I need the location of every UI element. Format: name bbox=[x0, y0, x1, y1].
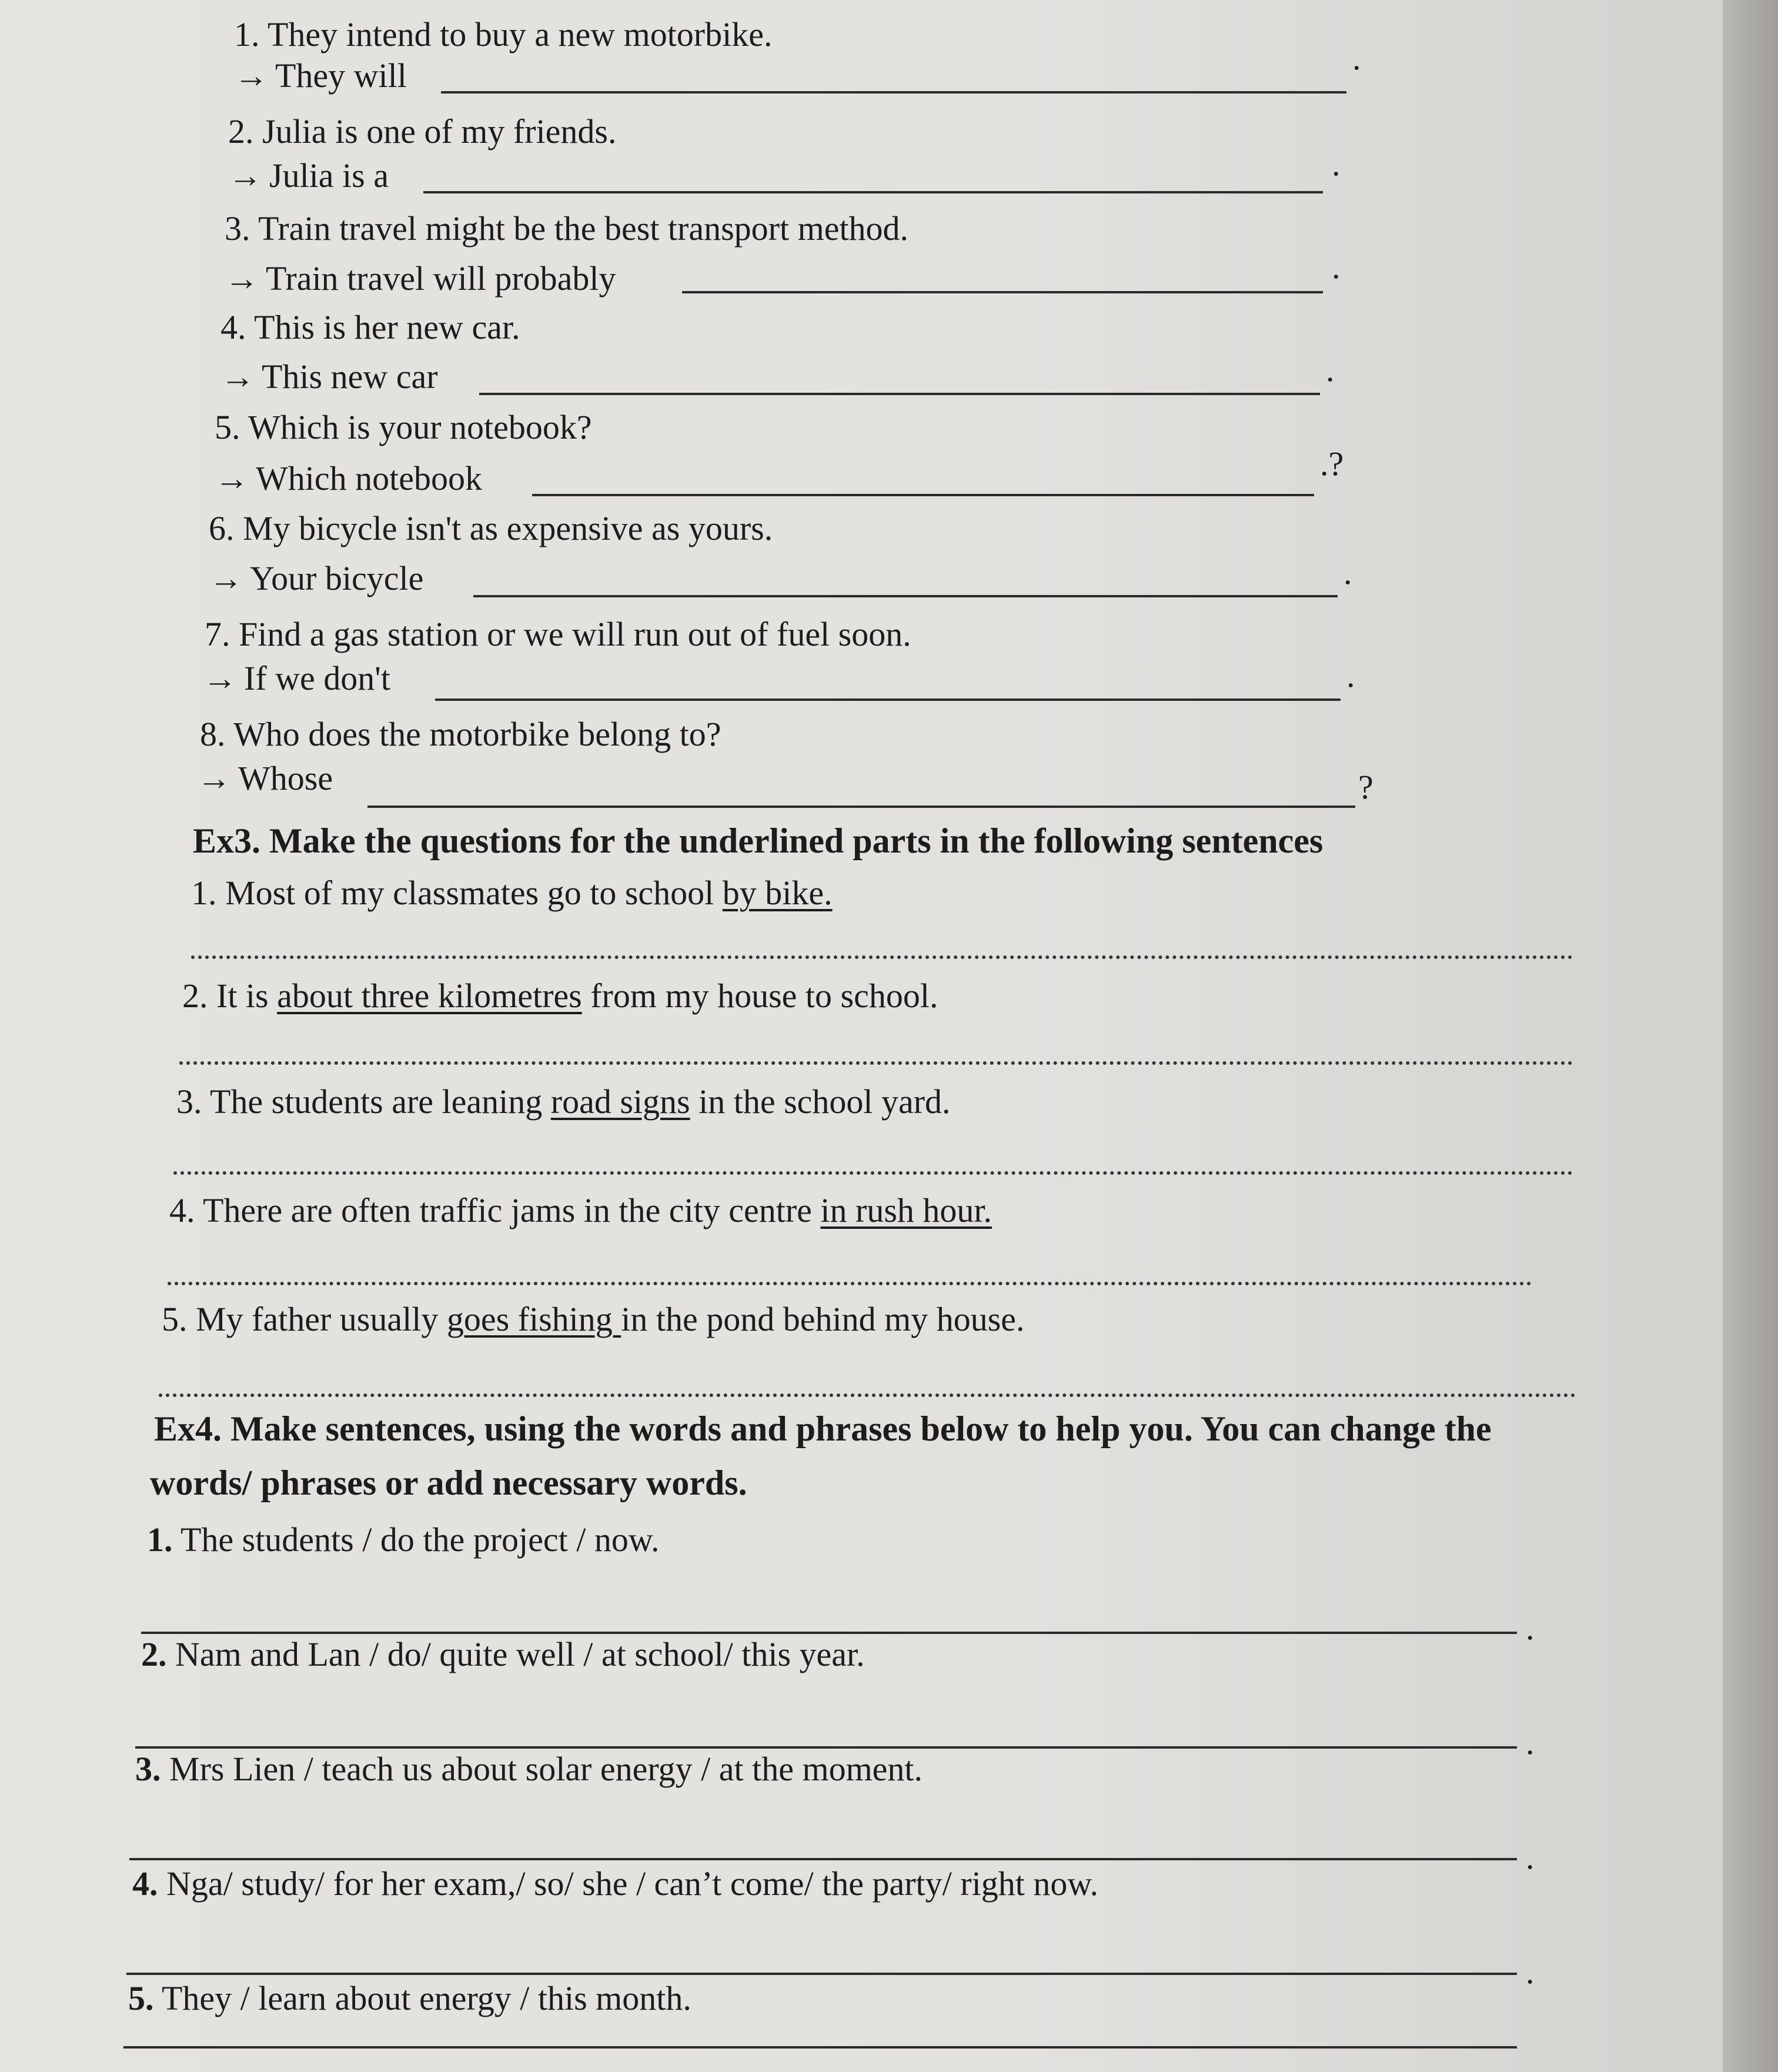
ex4-item-3: 3. Mrs Lien / teach us about solar energy / at the moment. bbox=[135, 1750, 923, 1788]
ex2-end-5: .? bbox=[1320, 445, 1344, 483]
answer-dots-5[interactable] bbox=[159, 1393, 1576, 1397]
ex4-item-2: 2. Nam and Lan / do/ quite well / at school/ this year. bbox=[141, 1635, 865, 1673]
ex2-q2: 2. Julia is one of my friends. bbox=[228, 112, 617, 151]
ex2-q1: 1. They intend to buy a new motorbike. bbox=[234, 15, 773, 54]
ex3-item-2: 2. It is about three kilometres from my house to school. bbox=[182, 977, 938, 1015]
ex2-q8: 8. Who does the motorbike belong to? bbox=[200, 715, 721, 753]
ex3-item-1: 1. Most of my classmates go to school by bike. bbox=[191, 874, 833, 912]
answer-dots-2[interactable] bbox=[179, 1061, 1573, 1065]
ex4-item-4: 4. Nga/ study/ for her exam,/ so/ she / can’t come/ the party/ right now. bbox=[132, 1864, 1098, 1903]
ex2-end-1: . bbox=[1352, 39, 1361, 77]
ex3-item-5: 5. My father usually goes fishing in the pond behind my house. bbox=[162, 1300, 1025, 1338]
ex2-q6: 6. My bicycle isn't as expensive as yours. bbox=[209, 509, 773, 547]
ex4-heading-line2: words/ phrases or add necessary words. bbox=[150, 1463, 747, 1502]
answer-dots-4[interactable] bbox=[168, 1282, 1532, 1285]
arrow-icon: → bbox=[209, 559, 243, 597]
ex3-heading: Ex3. Make the questions for the underlined parts in the following sentences bbox=[193, 821, 1324, 860]
ex2-a1: → They will bbox=[234, 56, 407, 95]
ex2-a5: → Which notebook bbox=[215, 459, 482, 497]
answer-dots-1[interactable] bbox=[191, 955, 1573, 959]
page-edge bbox=[1723, 0, 1778, 2072]
ex2-q3: 3. Train travel might be the best transport method. bbox=[225, 209, 909, 248]
ex2-end-2: . bbox=[1332, 145, 1341, 183]
ex4-heading-line1: Ex4. Make sentences, using the words and phrases below to help you. You can change the bbox=[154, 1409, 1492, 1448]
arrow-icon: → bbox=[220, 357, 255, 396]
ex2-end-7: . bbox=[1346, 656, 1355, 694]
arrow-icon: → bbox=[203, 659, 237, 697]
ex4-item-1: 1. The students / do the project / now. bbox=[147, 1520, 660, 1559]
answer-blank-8[interactable] bbox=[367, 806, 1355, 808]
arrow-icon: → bbox=[197, 759, 231, 797]
answer-blank-6[interactable] bbox=[473, 595, 1338, 597]
ex2-q5: 5. Which is your notebook? bbox=[215, 408, 592, 446]
ex2-q7: 7. Find a gas station or we will run out of fuel soon. bbox=[205, 615, 911, 653]
ex3-item-3: 3. The students are leaning road signs in the school yard. bbox=[176, 1082, 951, 1121]
arrow-icon: → bbox=[228, 156, 262, 195]
arrow-icon: → bbox=[234, 56, 268, 95]
ex2-a4: → This new car bbox=[220, 357, 438, 396]
ex2-end-8: ? bbox=[1358, 768, 1373, 806]
ex4-item-5: 5. They / learn about energy / this month. bbox=[128, 1979, 691, 2017]
ex2-a2: → Julia is a bbox=[228, 156, 389, 195]
ex2-a7: → If we don't bbox=[203, 659, 390, 697]
ex2-a6: → Your bicycle bbox=[209, 559, 424, 597]
ex4-end-3: . bbox=[1526, 1838, 1535, 1876]
ex2-a3: → Train travel will probably bbox=[225, 259, 616, 298]
answer-blank-7[interactable] bbox=[435, 699, 1341, 701]
ex4-end-4: . bbox=[1526, 1953, 1535, 1991]
answer-dots-3[interactable] bbox=[173, 1171, 1573, 1175]
answer-line-5[interactable] bbox=[123, 2046, 1517, 2048]
answer-blank-2[interactable] bbox=[423, 191, 1323, 193]
ex4-end-1: . bbox=[1526, 1609, 1535, 1647]
ex2-end-4: . bbox=[1326, 350, 1335, 389]
answer-blank-5[interactable] bbox=[532, 494, 1314, 496]
arrow-icon: → bbox=[225, 259, 259, 298]
ex2-q4: 4. This is her new car. bbox=[220, 308, 520, 346]
answer-line-2[interactable] bbox=[135, 1746, 1517, 1749]
answer-line-4[interactable] bbox=[126, 1973, 1517, 1975]
ex2-end-3: . bbox=[1332, 248, 1341, 286]
answer-blank-1[interactable] bbox=[441, 91, 1346, 93]
answer-line-1[interactable] bbox=[141, 1632, 1517, 1634]
ex3-item-4: 4. There are often traffic jams in the city centre in rush hour. bbox=[169, 1191, 992, 1229]
answer-line-3[interactable] bbox=[129, 1858, 1517, 1860]
ex4-end-2: . bbox=[1526, 1723, 1535, 1762]
answer-blank-4[interactable] bbox=[479, 393, 1320, 395]
answer-blank-3[interactable] bbox=[682, 291, 1323, 293]
arrow-icon: → bbox=[215, 459, 249, 497]
ex2-a8: → Whose bbox=[197, 759, 333, 797]
ex2-end-6: . bbox=[1343, 553, 1352, 591]
